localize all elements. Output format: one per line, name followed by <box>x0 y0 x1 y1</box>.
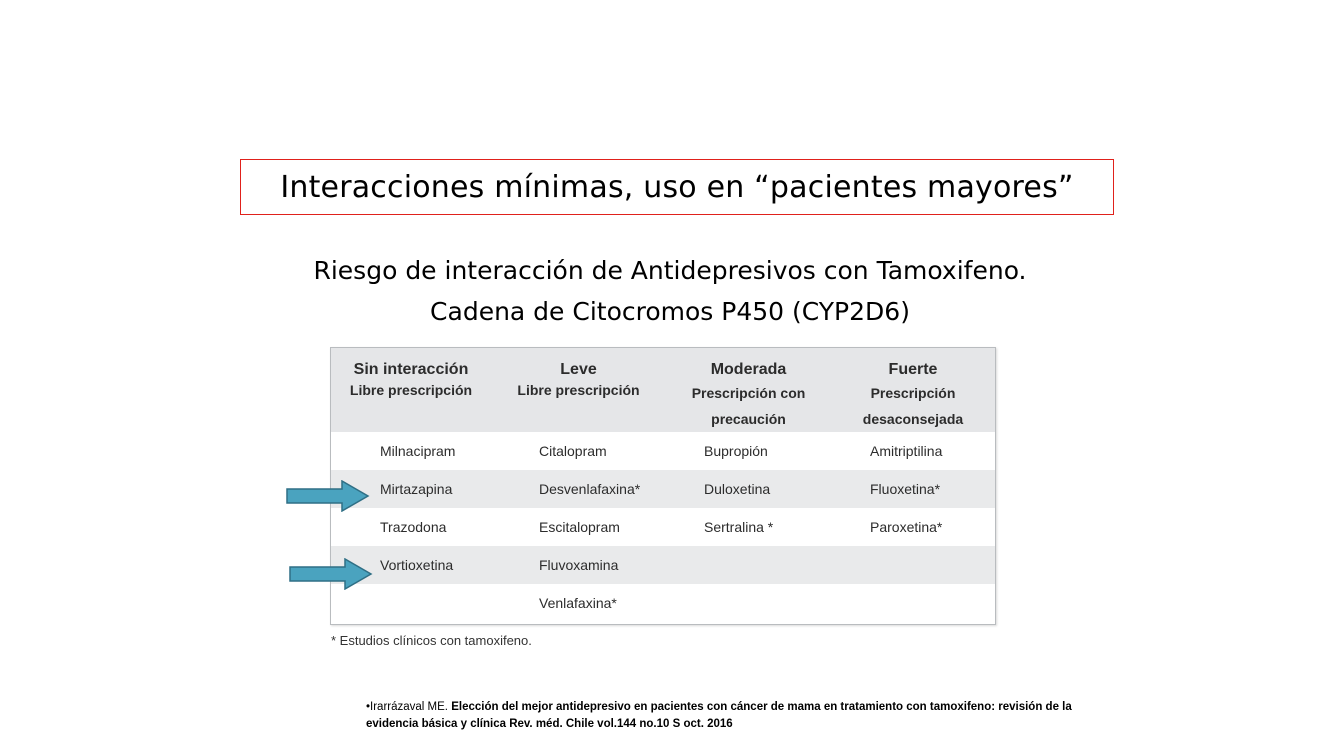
header-subtitle: Libre prescripción <box>517 382 640 398</box>
table-row <box>331 470 995 508</box>
header-leve <box>491 348 666 432</box>
table-footnote: * Estudios clínicos con tamoxifeno. <box>331 633 532 648</box>
table-cell: Desvenlafaxina* <box>491 470 666 508</box>
table-cell: Escitalopram <box>491 508 666 546</box>
subtitle-line-2: Cadena de Citocromos P450 (CYP2D6) <box>430 297 910 326</box>
header-subtitle: Prescripción con precaución <box>691 385 806 427</box>
slide-title: Interacciones mínimas, uso en “pacientes mayores” <box>240 159 1114 215</box>
table-cell: Citalopram <box>491 432 666 470</box>
citation-bullet: • <box>366 701 371 713</box>
table-row <box>331 546 995 584</box>
header-title: Sin interacción <box>353 361 469 378</box>
table-row <box>331 508 995 546</box>
table-row <box>331 432 995 470</box>
table-cell: Duloxetina <box>666 470 831 508</box>
table-cell: Bupropión <box>666 432 831 470</box>
table-cell: Mirtazapina <box>331 470 491 508</box>
table-row <box>331 584 995 622</box>
header-moderada <box>666 348 831 432</box>
subtitle-line-1: Riesgo de interacción de Antidepresivos con Tamoxifeno. <box>313 256 1027 285</box>
arrow-right-icon <box>289 558 373 590</box>
table-cell: Paroxetina* <box>831 508 995 546</box>
header-subtitle: Libre prescripción <box>349 382 473 398</box>
table-cell: Fluvoxamina <box>491 546 666 584</box>
table-cell <box>666 546 831 584</box>
header-title: Leve <box>560 361 597 378</box>
header-title: Moderada <box>710 361 787 378</box>
table-cell: Venlafaxina* <box>491 584 666 622</box>
table-cell: Milnacipram <box>331 432 491 470</box>
citation-reference <box>366 699 1126 733</box>
table-cell: Fluoxetina* <box>831 470 995 508</box>
header-sin-interaccion <box>331 348 491 432</box>
table-cell <box>666 584 831 622</box>
table-cell <box>831 546 995 584</box>
table-cell: Trazodona <box>331 508 491 546</box>
arrow-right-icon <box>286 480 370 512</box>
table-cell: Amitriptilina <box>831 432 995 470</box>
citation-text: Elección del mejor antidepresivo en pacientes con cáncer de mama en tratamiento con tamoxifeno: revisión de la evidencia básica y clínica Rev. méd. Chile vol.144 no.10 S oct. 2016 <box>366 701 1072 730</box>
table-cell: Vortioxetina <box>331 546 491 584</box>
slide-subtitle <box>200 250 1140 332</box>
header-subtitle: Prescripción desaconsejada <box>862 385 964 427</box>
table-header-row <box>331 348 995 432</box>
header-fuerte <box>831 348 995 432</box>
table-cell <box>831 584 995 622</box>
table-cell: Sertralina * <box>666 508 831 546</box>
citation-author: Irarrázaval ME. <box>370 701 452 713</box>
interaction-table <box>330 347 996 625</box>
header-title: Fuerte <box>888 361 938 378</box>
